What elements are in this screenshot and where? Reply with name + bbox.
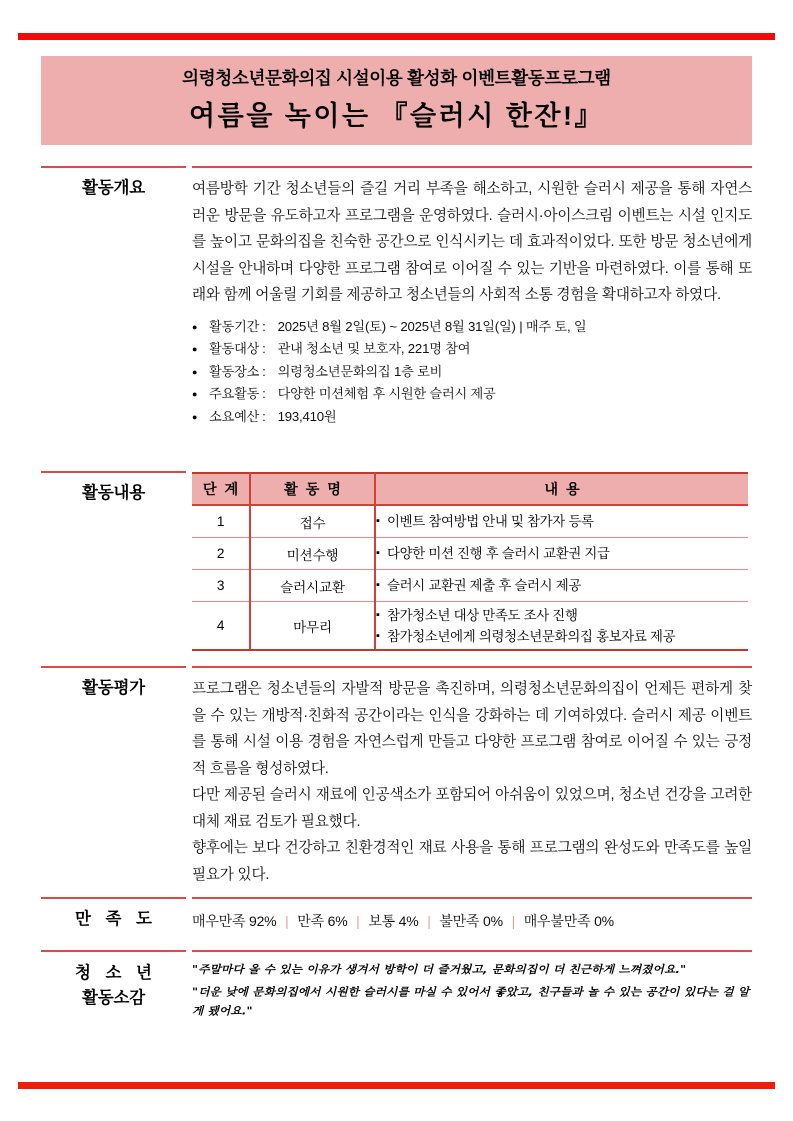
bullet-value: 다양한 미션체험 후 시원한 슬러시 제공	[277, 386, 496, 401]
cell-activity-name: 슬러시교환	[250, 570, 375, 602]
satisfaction-label: 보통	[368, 913, 395, 929]
satisfaction-divider: |	[511, 913, 516, 929]
section-body-satisfaction	[192, 897, 752, 932]
satisfaction-value: 6%	[327, 913, 348, 929]
section-feedback	[41, 950, 752, 1025]
bullet-value: 193,410원	[277, 408, 337, 424]
bullet-value: 관내 청소년 및 보호자, 221명 참여	[277, 341, 471, 356]
table-row	[192, 602, 748, 651]
section-body-contents	[192, 471, 752, 651]
column-header-activity-name: 활 동 명	[250, 473, 375, 505]
list-item	[192, 361, 752, 384]
cell-description	[375, 570, 748, 602]
list-item	[192, 338, 752, 361]
bullet-separator: :	[262, 408, 266, 424]
description-item: ▪ 다양한 미션 진행 후 슬러시 교환권 지급	[376, 543, 748, 564]
evaluation-paragraph: 향후에는 보다 건강하고 친환경적인 재료 사용을 통해 프로그램의 완성도와 만족도를 높일 필요가 있다.	[192, 840, 752, 883]
section-body-overview	[192, 166, 752, 428]
feedback-label-line1: 청 소 년	[75, 964, 157, 982]
section-body-evaluation	[192, 666, 752, 888]
feedback-quote-list	[192, 960, 752, 1021]
column-header-description: 내 용	[375, 473, 748, 505]
evaluation-paragraph: 다만 제공된 슬러시 재료에 인공색소가 포함되어 아쉬움이 있었으며, 청소년 건강을 고려한 대체 재료 검토가 필요했다.	[192, 787, 752, 830]
satisfaction-value: 4%	[398, 913, 419, 929]
overview-paragraph: 여름방학 기간 청소년들의 즐길 거리 부족을 해소하고, 시원한 슬러시 제공을 통해 자연스러운 방문을 유도하고자 프로그램을 운영하였다. 슬러시·아이스크림 이벤트는 시설 인지도를 높이고 문화의집을 친숙한 공간으로 인식시키는 데 효과적이었다. 또한 방문 청소년에게 시설을 안내하며 다양한 프로그램 참여로 이어질 수 있는 기반을 마련하였다. 이를 통해 또래와 함께 어울릴 기회를 제공하고 청소년들의 사회적 소통 경험을 확대하고자 하였다.	[192, 181, 752, 303]
overview-bullet-list	[192, 316, 752, 429]
cell-description	[375, 505, 748, 538]
column-header-step: 단 계	[192, 473, 250, 505]
feedback-label-line2: 활동소감	[82, 989, 145, 1007]
satisfaction-value: 92%	[249, 913, 277, 929]
table-row	[192, 505, 748, 538]
bullet-value: 의령청소년문화의집 1층 로비	[277, 363, 443, 379]
section-label-evaluation: 활동평가	[41, 666, 186, 888]
feedback-quote: "주말마다 올 수 있는 이유가 생겨서 방학이 더 즐거웠고, 문화의집이 더 친근하게 느껴졌어요."	[192, 962, 687, 976]
table-header-row	[192, 473, 748, 505]
cell-step: 4	[192, 602, 250, 651]
section-label-satisfaction: 만 족 도	[41, 897, 186, 932]
table-row	[192, 570, 748, 602]
satisfaction-label: 매우불만족	[523, 913, 591, 929]
section-label-overview: 활동개요	[41, 166, 186, 428]
page-title: 여름을 녹이는 『슬러시 한잔!』	[189, 101, 604, 131]
satisfaction-value: 0%	[594, 913, 614, 929]
cell-step: 3	[192, 570, 250, 602]
cell-activity-name: 접수	[250, 505, 375, 538]
description-item: ▪ 참가청소년 대상 만족도 조사 진행	[376, 605, 748, 626]
bullet-key: 활동기간	[209, 318, 260, 334]
table-row	[192, 538, 748, 570]
cell-step: 2	[192, 538, 250, 570]
activity-steps-table	[192, 472, 748, 651]
bullet-key: 주요활동	[209, 386, 260, 401]
cell-activity-name: 미션수행	[250, 538, 375, 570]
bullet-separator: :	[262, 363, 266, 379]
bullet-key: 활동대상	[209, 341, 260, 356]
section-body-feedback	[192, 950, 752, 1025]
satisfaction-label: 매우만족	[192, 913, 246, 929]
list-item	[192, 383, 752, 406]
list-item	[192, 316, 752, 339]
satisfaction-label: 만족	[297, 913, 324, 929]
bullet-separator: :	[262, 386, 266, 401]
bullet-separator: :	[262, 341, 266, 356]
description-item: ▪ 슬러시 교환권 제출 후 슬러시 제공	[376, 575, 748, 596]
bullet-separator: :	[262, 318, 266, 334]
section-satisfaction	[41, 897, 752, 932]
bottom-red-rule	[18, 1082, 775, 1089]
program-subtitle: 의령청소년문화의집 시설이용 활성화 이벤트활동프로그램	[182, 68, 611, 88]
cell-step: 1	[192, 505, 250, 538]
section-overview	[41, 166, 752, 428]
cell-description	[375, 602, 748, 651]
cell-description	[375, 538, 748, 570]
top-red-rule	[18, 33, 775, 40]
satisfaction-divider: |	[427, 913, 431, 929]
bullet-key: 소요예산	[209, 408, 260, 424]
section-label-contents: 활동내용	[41, 471, 186, 651]
satisfaction-divider: |	[285, 913, 289, 929]
satisfaction-value: 0%	[483, 913, 503, 929]
bullet-key: 활동장소	[209, 363, 260, 379]
description-item: ▪ 이벤트 참여방법 안내 및 참가자 등록	[376, 511, 748, 532]
cell-activity-name: 마무리	[250, 602, 375, 651]
list-item	[192, 406, 752, 429]
description-item: ▪ 참가청소년에게 의령청소년문화의집 홍보자료 제공	[376, 626, 748, 647]
section-evaluation	[41, 666, 752, 888]
satisfaction-label: 불만족	[439, 913, 480, 929]
bullet-value: 2025년 8월 2일(토) ~ 2025년 8월 31일(일) | 매주 토, 일	[277, 318, 587, 334]
evaluation-paragraph: 프로그램은 청소년들의 자발적 방문을 촉진하며, 의령청소년문화의집이 언제든 편하게 찾을 수 있는 개방적·친화적 공간이라는 인식을 강화하는 데 기여하였다. 슬러시 제공 이벤트를 통해 시설 이용 경험을 자연스럽게 만들고 다양한 프로그램 참여로 이어질 수 있는 긍정적 흐름을 형성하였다.	[192, 681, 752, 777]
title-banner	[41, 56, 752, 145]
satisfaction-summary	[192, 910, 752, 932]
section-label-feedback	[41, 950, 186, 1025]
section-contents	[41, 471, 752, 651]
feedback-quote: "더운 낮에 문화의집에서 시원한 슬러시를 마실 수 있어서 좋았고, 친구들과 놀 수 있는 공간이 있다는 걸 알게 됐어요."	[192, 984, 750, 1018]
satisfaction-divider: |	[356, 913, 360, 929]
